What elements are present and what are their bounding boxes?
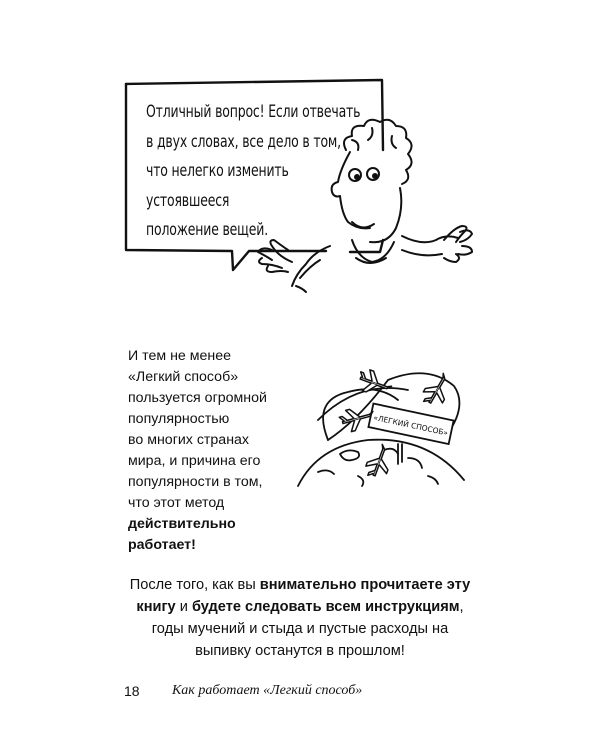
speech-line: положение вещей. [146, 220, 269, 239]
speech-line: Отличный вопрос! Если отвечать [146, 102, 361, 121]
paragraph-line: популярностью [128, 411, 230, 427]
paragraph-line: «Легкий способ» [128, 369, 239, 385]
paragraph-line: пользуется огромной [128, 390, 267, 406]
closing-text: После того, как вы [129, 577, 260, 593]
paragraph-line: что этот метод [128, 495, 225, 511]
closing-line-1 [90, 574, 510, 596]
closing-text: , [459, 599, 464, 615]
airplane-icon [363, 442, 395, 481]
closing-line-4: выпивку останутся в прошлом! [195, 643, 405, 659]
sign-board [368, 404, 453, 445]
closing-text: и [175, 599, 192, 615]
paragraph-line: И тем не менее [128, 348, 231, 364]
closing-line-2 [90, 596, 510, 618]
globe-with-planes-illustration [288, 360, 468, 500]
speech-bubble-text [146, 97, 361, 245]
page-number: 18 [124, 683, 140, 699]
paragraph-line: популярности в том, [128, 474, 263, 490]
paragraph-line: мира, и причина его [128, 453, 261, 469]
paragraph-line: во многих странах [128, 432, 250, 448]
sign-text: «ЛЕГКИЙ СПОСОБ» [372, 412, 449, 438]
speech-line: в двух словах, все дело в том, [146, 131, 341, 151]
closing-bold-text: внимательно прочитаете эту [259, 577, 471, 593]
paragraph-bold-line: действительно [128, 516, 236, 532]
closing-bold-text: книгу [136, 599, 176, 615]
closing-bold-text: будете следовать всем инструкциям [191, 599, 460, 615]
speech-line: что нелегко изменить [146, 161, 289, 180]
middle-paragraph [128, 346, 298, 556]
paragraph-bold-line: работает! [128, 537, 196, 553]
closing-line-3: годы мучений и стыда и пустые расходы на [151, 621, 449, 637]
closing-paragraph [90, 574, 510, 662]
speech-line: устоявшееся [146, 190, 230, 210]
running-title: Как работает «Легкий способ» [172, 683, 363, 698]
